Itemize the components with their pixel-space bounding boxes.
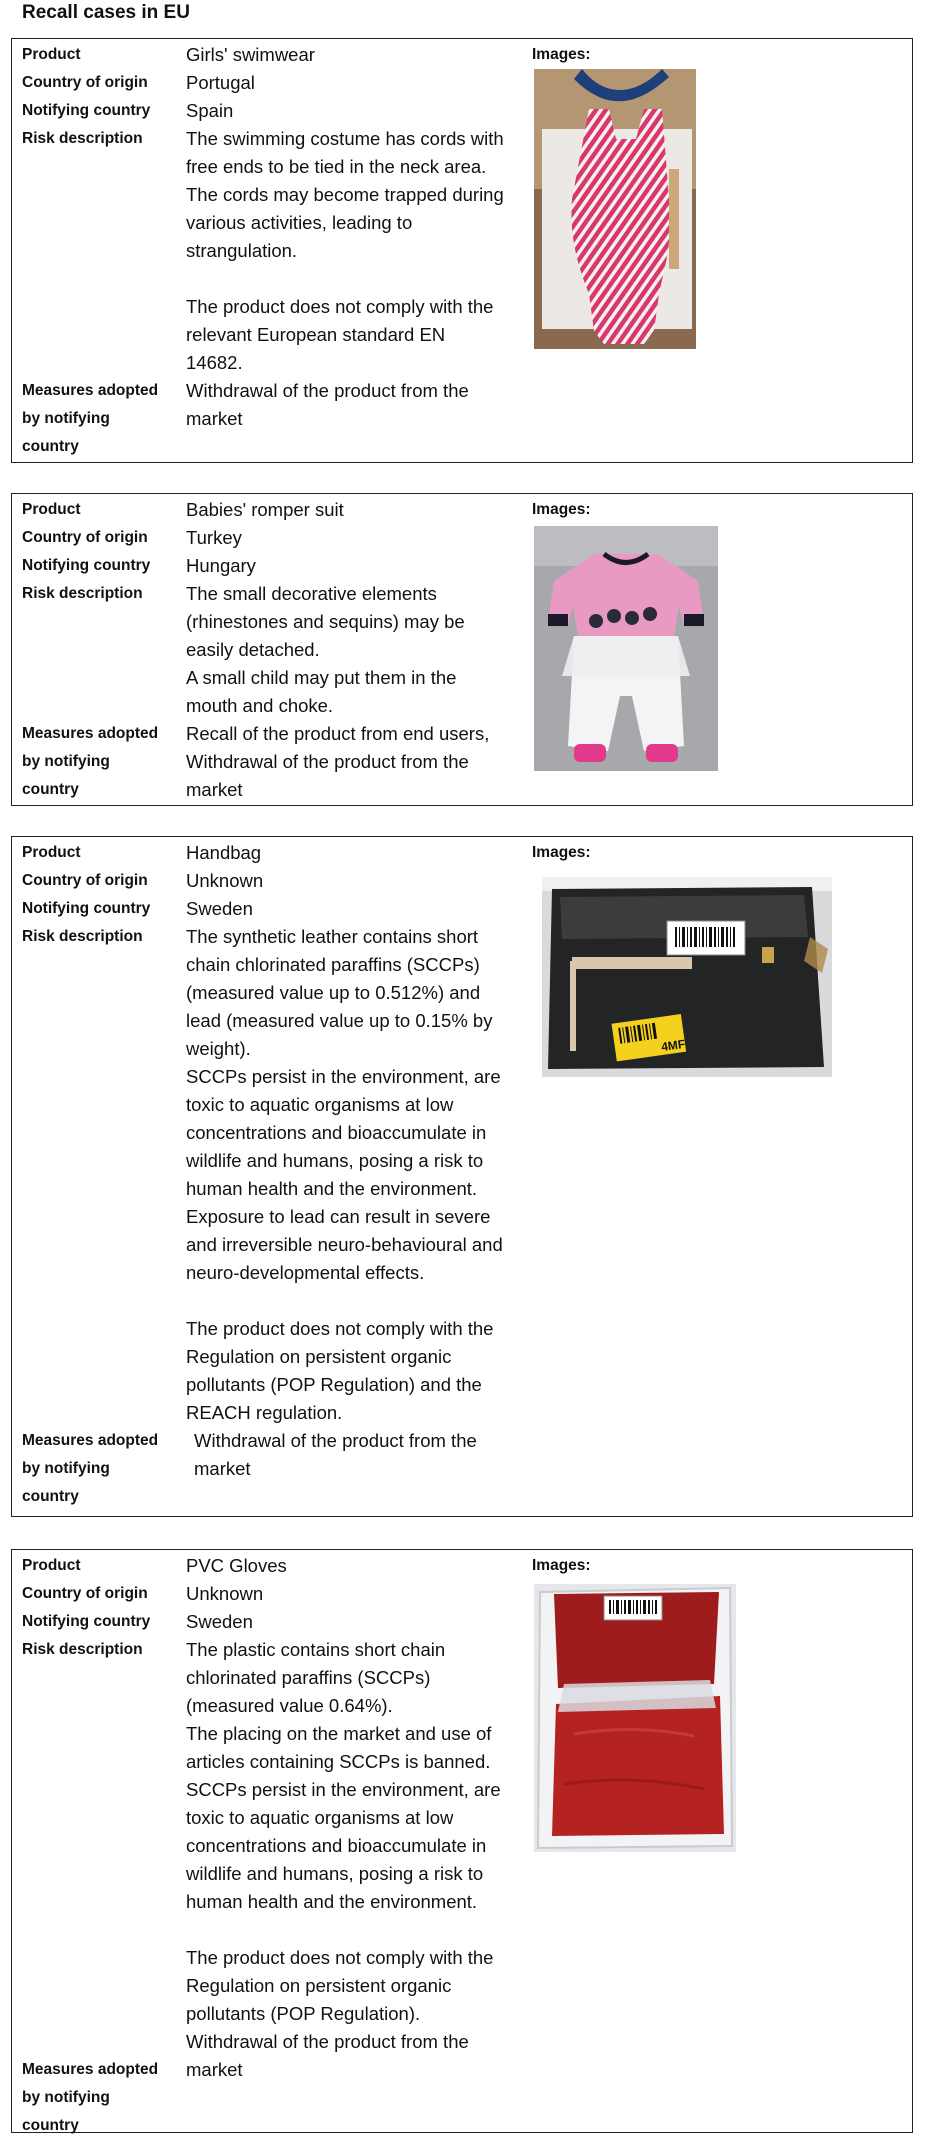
notifying-country: Sweden: [186, 1611, 253, 1632]
country-of-origin: Unknown: [186, 1583, 264, 1604]
recall-case-card: [11, 38, 913, 463]
handbag-photo: [542, 877, 832, 1077]
recall-case-card: [11, 1549, 913, 2133]
notifying-country: Hungary: [186, 555, 256, 576]
images-label: Images:: [532, 844, 591, 861]
measures-adopted: Withdrawal of the product from the market: [186, 2031, 469, 2080]
label-risk: Risk description: [22, 1641, 143, 1658]
field-values: [186, 496, 526, 804]
field-labels: [22, 41, 182, 461]
label-origin: Country of origin: [22, 529, 148, 546]
label-risk: Risk description: [22, 130, 143, 147]
page-title: Recall cases in EU: [22, 2, 190, 23]
label-origin: Country of origin: [22, 1585, 148, 1602]
images-column: [532, 1552, 591, 1580]
notifying-country: Sweden: [186, 898, 253, 919]
label-measures: country: [22, 781, 79, 798]
field-labels: [22, 839, 182, 1511]
swimsuit-photo: [534, 69, 696, 349]
label-risk: Risk description: [22, 585, 143, 602]
product-name: Girls' swimwear: [186, 44, 315, 65]
label-product: Product: [22, 501, 81, 518]
field-labels: [22, 1552, 182, 2140]
images-column: [532, 839, 591, 867]
label-measures: country: [22, 2117, 79, 2134]
romper-photo: [534, 526, 718, 771]
risk-description: The synthetic leather contains short chain chlorinated paraffins (SCCPs) (measured value up to 0.512%) and lead (measured value up to 0.15% by weight). SCCPs persist in the environment, are toxic to aquatic organisms at low concentrations and bioaccumulate in wildlife and humans, posing a risk to human health and the environment. Exposure to lead can result in severe and irreversible neuro-behavioural and neuro-developmental effects. The product does not comply with the Regulation on persistent organic pollutants (POP Regulation) and the REACH regulation.: [186, 926, 503, 1423]
risk-description: The swimming costume has cords with free ends to be tied in the neck area. The cords may become trapped during various activities, leading to strangulation. The product does not comply with the relevant European standard EN 14682.: [186, 128, 504, 373]
label-measures: by notifying: [22, 753, 110, 770]
country-of-origin: Turkey: [186, 527, 242, 548]
product-name: PVC Gloves: [186, 1555, 287, 1576]
label-notifying: Notifying country: [22, 102, 151, 119]
label-measures: country: [22, 438, 79, 455]
risk-description: The small decorative elements (rhinestones and sequins) may be easily detached. A small child may put them in the mouth and choke.: [186, 583, 465, 716]
measures-adopted: Withdrawal of the product from the market: [186, 380, 469, 429]
label-product: Product: [22, 1557, 81, 1574]
measures-adopted: Withdrawal of the product from the market: [194, 1430, 477, 1479]
country-of-origin: Portugal: [186, 72, 255, 93]
notifying-country: Spain: [186, 100, 234, 121]
label-measures: Measures adopted: [22, 1432, 159, 1449]
label-notifying: Notifying country: [22, 557, 151, 574]
product-name: Babies' romper suit: [186, 499, 344, 520]
handbag-sticker-text: 4MF: [660, 1036, 687, 1055]
label-measures: Measures adopted: [22, 382, 159, 399]
label-notifying: Notifying country: [22, 1613, 151, 1630]
recall-case-card: [11, 493, 913, 806]
gloves-photo: [534, 1584, 736, 1852]
label-measures: by notifying: [22, 410, 110, 427]
recall-case-card: [11, 836, 913, 1517]
field-values: [186, 41, 526, 433]
images-column: [532, 41, 591, 69]
label-notifying: Notifying country: [22, 900, 151, 917]
field-values: [186, 839, 526, 1483]
country-of-origin: Unknown: [186, 870, 264, 891]
label-product: Product: [22, 844, 81, 861]
label-origin: Country of origin: [22, 872, 148, 889]
label-measures: country: [22, 1488, 79, 1505]
product-name: Handbag: [186, 842, 262, 863]
images-label: Images:: [532, 1557, 591, 1574]
label-origin: Country of origin: [22, 74, 148, 91]
measures-adopted: Recall of the product from end users, Withdrawal of the product from the market: [186, 723, 490, 800]
images-label: Images:: [532, 46, 591, 63]
label-measures: by notifying: [22, 1460, 110, 1477]
label-product: Product: [22, 46, 81, 63]
label-risk: Risk description: [22, 928, 143, 945]
field-labels: [22, 496, 182, 804]
images-label: Images:: [532, 501, 591, 518]
images-column: [532, 496, 591, 524]
risk-description: The plastic contains short chain chlorinated paraffins (SCCPs) (measured value 0.64%). The placing on the market and use of articles containing SCCPs is banned. SCCPs persist in the environment, are toxic to aquatic organisms at low concentrations and bioaccumulate in wildlife and humans, posing a risk to human health and the environment. The product does not comply with the Regulation on persistent organic pollutants (POP Regulation).: [186, 1639, 501, 2024]
label-measures: by notifying: [22, 2089, 110, 2106]
label-measures: Measures adopted: [22, 725, 159, 742]
field-values: [186, 1552, 526, 2084]
label-measures: Measures adopted: [22, 2061, 159, 2078]
